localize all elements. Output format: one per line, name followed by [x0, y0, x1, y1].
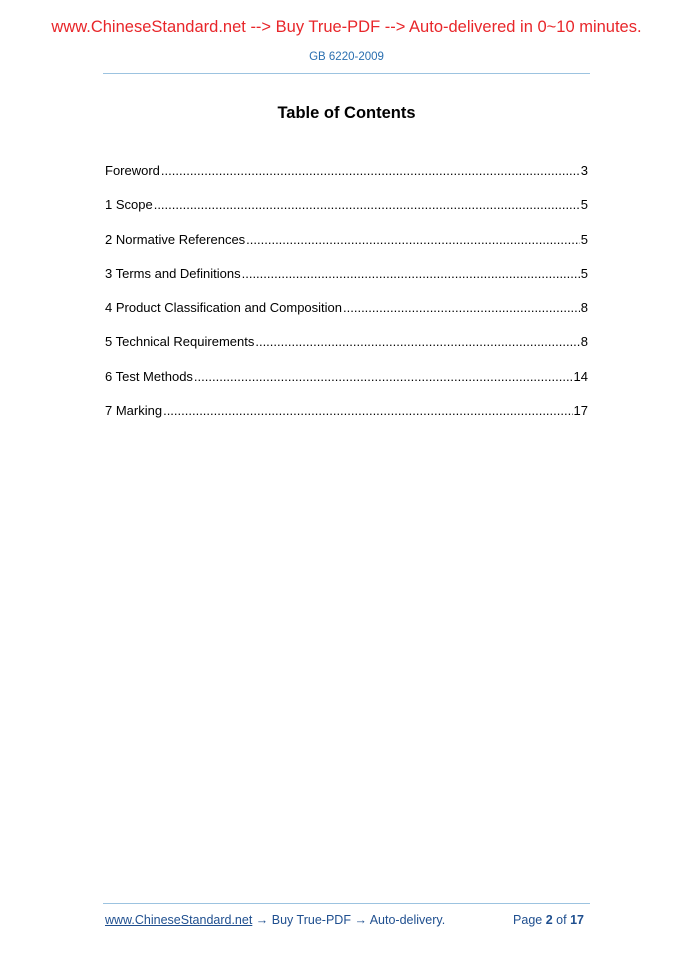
dot-leader: [343, 299, 580, 316]
current-page-number: 2: [545, 913, 553, 927]
toc-entry-page: 14: [573, 368, 588, 384]
dot-leader: [194, 368, 573, 385]
site-banner[interactable]: www.ChineseStandard.net --> Buy True-PDF --> Auto-delivered in 0~10 minutes.: [51, 18, 642, 36]
page-indicator: [513, 913, 584, 927]
toc-entry-page: 8: [580, 300, 588, 316]
toc-entry-technical-requirements[interactable]: [105, 333, 588, 367]
arrow-icon: →: [255, 913, 269, 927]
toc-entry-title: Foreword: [105, 163, 160, 178]
toc-entry-page: 5: [580, 265, 588, 281]
toc-entry-marking[interactable]: [105, 402, 588, 436]
toc-entry-page: 3: [580, 163, 588, 178]
toc-entry-title: 7 Marking: [105, 403, 163, 419]
dot-leader: [161, 162, 580, 179]
page-label: Page: [513, 913, 543, 927]
dot-leader: [154, 196, 580, 213]
toc-entry-test-methods[interactable]: [105, 368, 588, 402]
header-divider: [103, 73, 590, 74]
of-label: of: [556, 913, 567, 927]
toc-title: Table of Contents: [277, 104, 416, 122]
dot-leader: [246, 231, 580, 248]
dot-leader: [163, 402, 572, 419]
toc-entry-product-classification[interactable]: [105, 299, 588, 333]
toc-entry-page: 5: [580, 231, 588, 247]
total-pages-number: 17: [570, 913, 584, 927]
footer-buy-text: Buy True-PDF: [268, 913, 355, 927]
toc-entry-title: 1 Scope: [105, 197, 153, 213]
document-id: GB 6220-2009: [309, 51, 384, 63]
dot-leader: [255, 333, 579, 350]
toc-entry-title: 5 Technical Requirements: [105, 334, 255, 350]
footer-site-link[interactable]: www.ChineseStandard.net: [105, 913, 253, 927]
toc-list: [105, 162, 588, 436]
arrow-icon: →: [354, 913, 367, 927]
toc-entry-scope[interactable]: [105, 196, 588, 230]
footer-divider: [103, 903, 590, 904]
toc-entry-title: 2 Normative References: [105, 231, 246, 247]
footer-delivery-text: Auto-delivery.: [366, 913, 446, 927]
page-footer: [105, 913, 588, 927]
toc-entry-page: 5: [580, 197, 588, 213]
toc-entry-title: 6 Test Methods: [105, 368, 193, 384]
toc-entry-terms-definitions[interactable]: [105, 265, 588, 299]
toc-entry-normative-references[interactable]: [105, 231, 588, 265]
dot-leader: [242, 265, 580, 282]
toc-entry-page: 8: [580, 334, 588, 350]
toc-entry-title: 3 Terms and Definitions: [105, 265, 241, 281]
toc-entry-foreword[interactable]: [105, 162, 588, 196]
toc-entry-page: 17: [573, 403, 588, 419]
toc-entry-title: 4 Product Classification and Composition: [105, 300, 343, 316]
